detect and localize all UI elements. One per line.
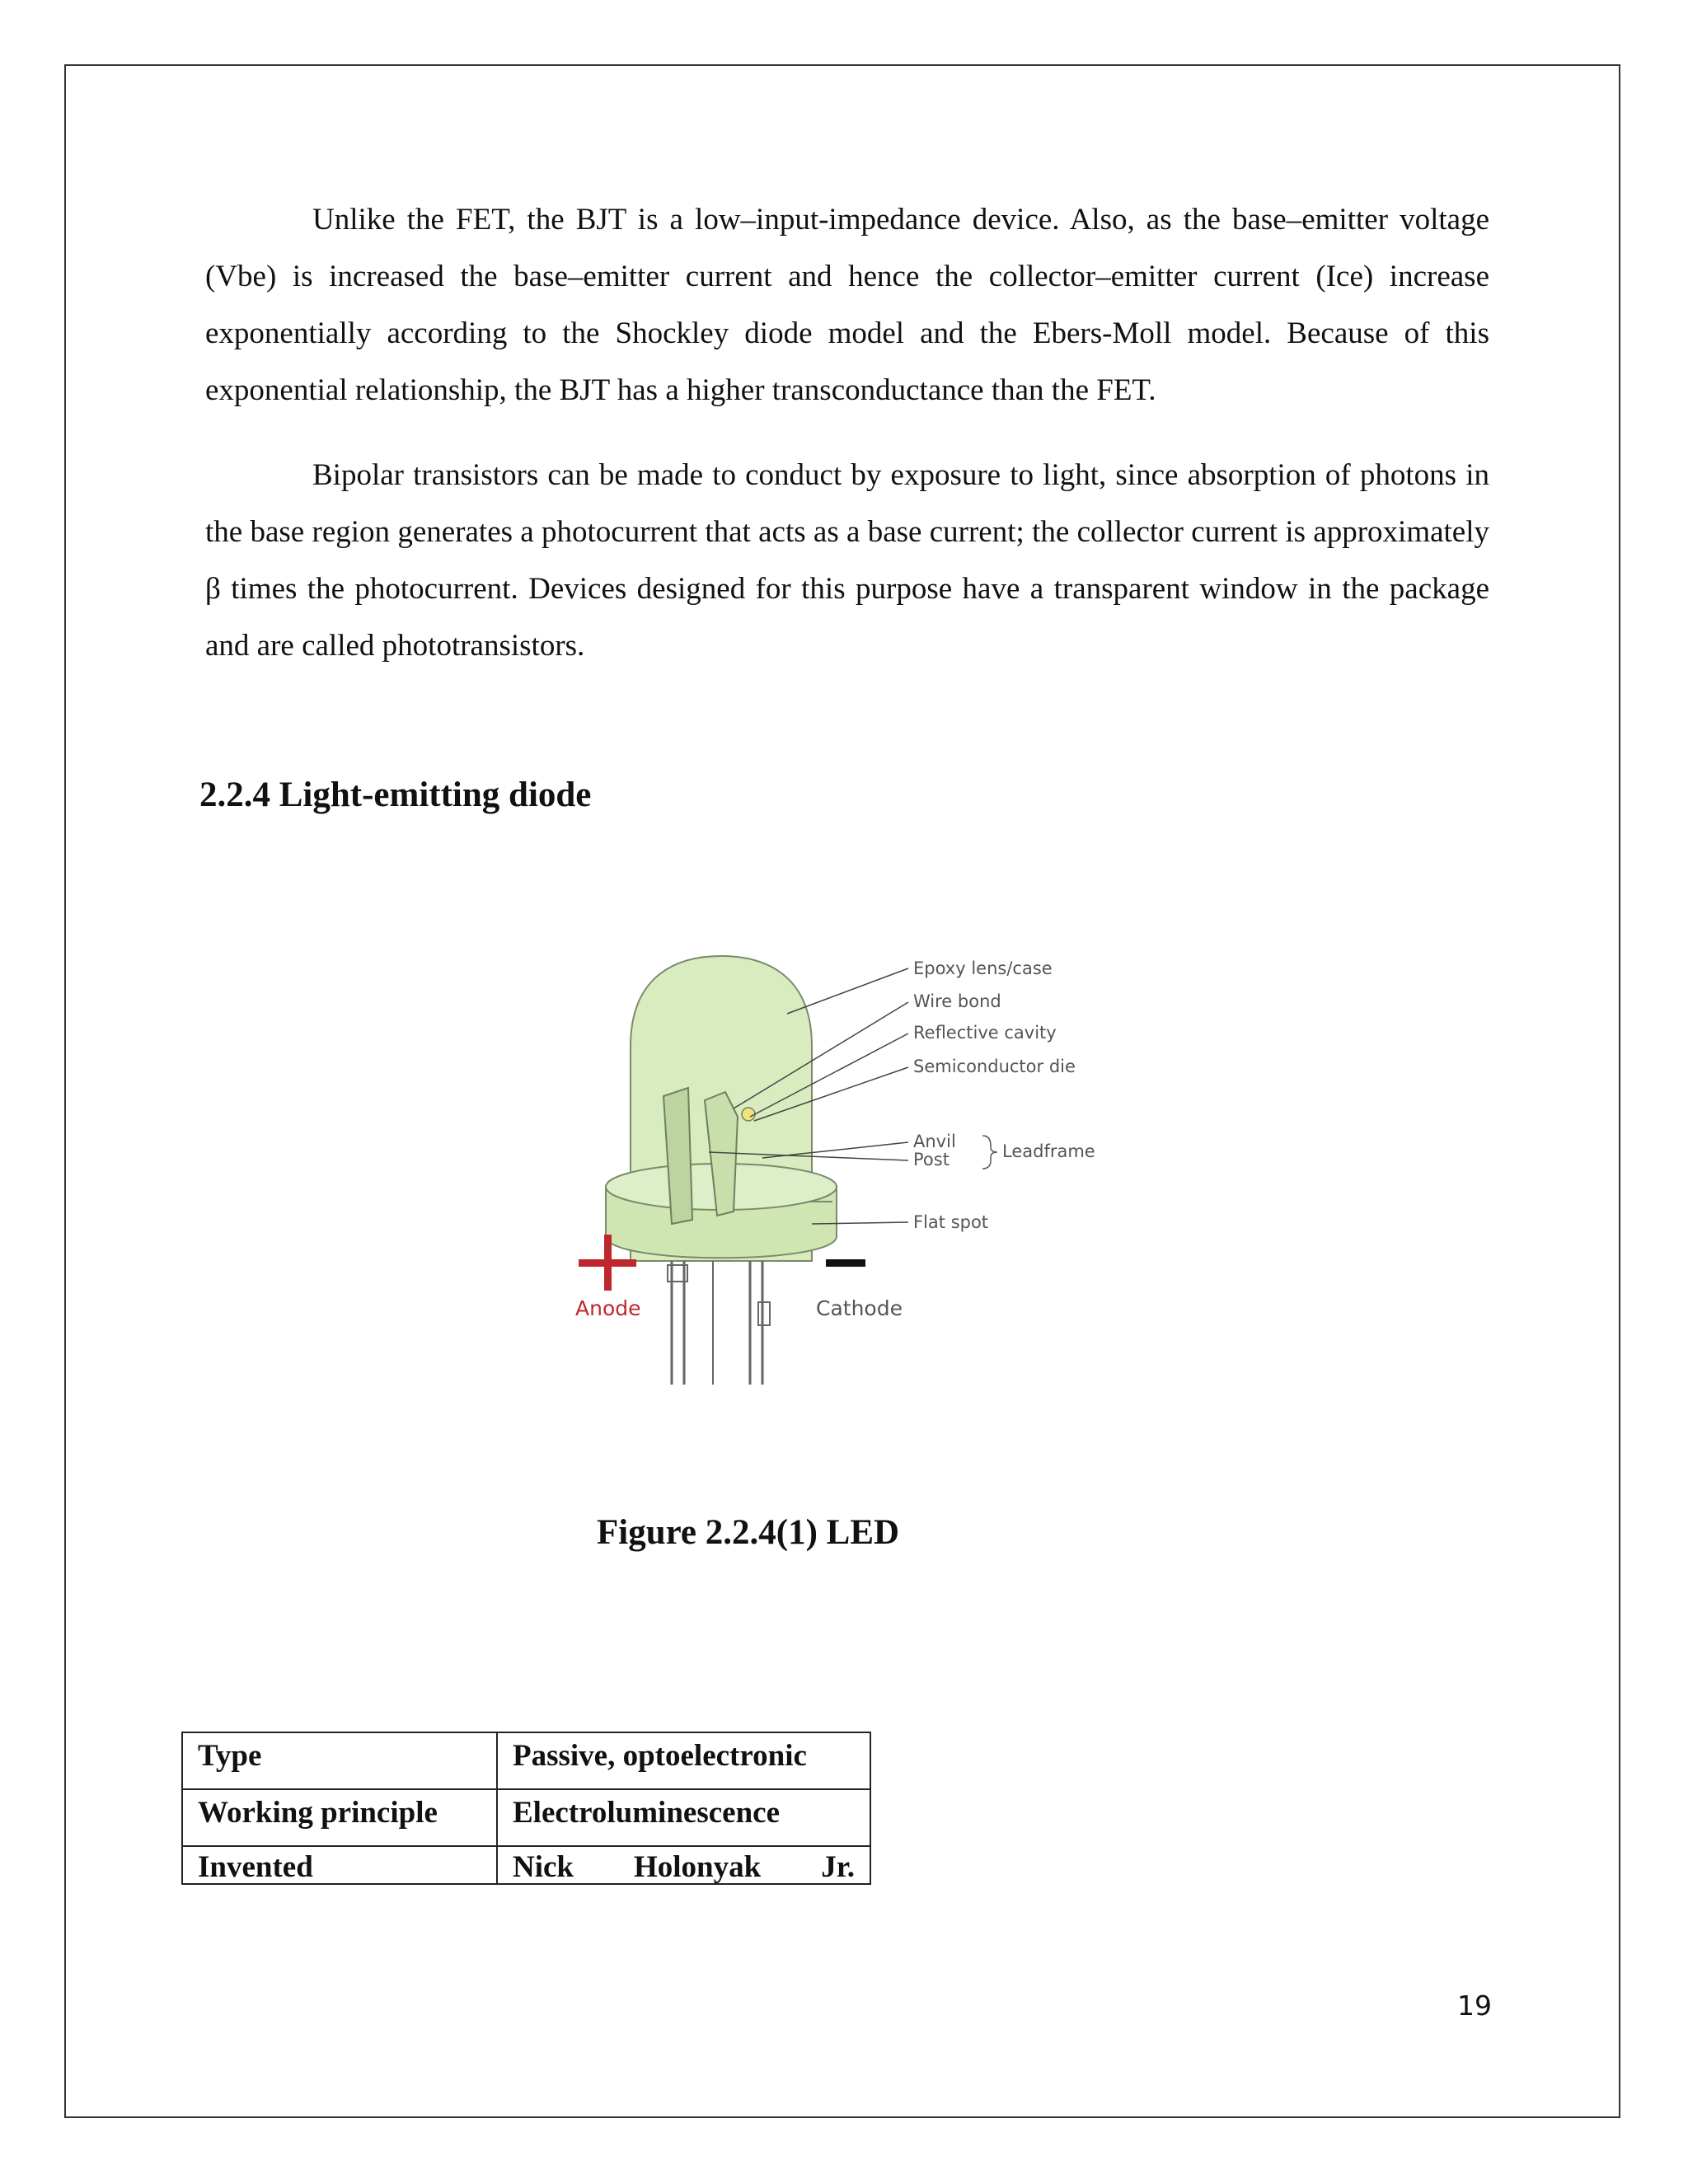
label-reflective-cavity: Reflective cavity <box>913 1023 1057 1043</box>
table-value: Passive, optoelectronic <box>497 1732 870 1789</box>
led-diagram <box>560 940 1154 1401</box>
table-value <box>497 1846 870 1884</box>
table-value: Electroluminescence <box>497 1789 870 1846</box>
table-row <box>182 1732 870 1789</box>
table-key: Type <box>182 1732 497 1789</box>
inventor-last-name: Holonyak <box>634 1850 762 1884</box>
label-semiconductor-die: Semiconductor die <box>913 1057 1076 1076</box>
label-anode: Anode <box>575 1296 641 1320</box>
label-epoxy-lens: Epoxy lens/case <box>913 958 1053 978</box>
page-number: 19 <box>1457 1990 1492 2022</box>
section-heading: 2.2.4 Light-emitting diode <box>199 776 592 814</box>
label-flat-spot: Flat spot <box>913 1212 989 1232</box>
led-figure <box>560 940 1154 1401</box>
body-paragraph: Bipolar transistors can be made to conduct by exposure to light, since absorption of photons in the base region generates a photocurrent that acts as a base current; the collector current is approximately β times the photocurrent. Devices designed for this purpose have a transparent window in the package and are called phototransistors. <box>205 458 1489 663</box>
inventor-suffix: Jr. <box>821 1850 855 1884</box>
label-leadframe: Leadframe <box>1002 1141 1095 1161</box>
table-row <box>182 1789 870 1846</box>
figure-caption: Figure 2.2.4(1) LED <box>597 1513 900 1552</box>
table-key: Working principle <box>182 1789 497 1846</box>
semiconductor-die <box>742 1108 755 1121</box>
label-cathode: Cathode <box>816 1296 903 1320</box>
label-wire-bond: Wire bond <box>913 991 1001 1011</box>
inventor-first-name: Nick <box>513 1850 574 1884</box>
led-info-table <box>181 1732 871 1885</box>
table-row <box>182 1846 870 1884</box>
label-anvil: Anvil <box>913 1132 956 1151</box>
body-paragraph: Unlike the FET, the BJT is a low–input-impedance device. Also, as the base–emitter voltage (Vbe) is increased the base–emitter current and hence the collector–emitter current (Ice) increase exponentially according to the Shockley diode model and the Ebers-Moll model. Because of this exponential relationship, the BJT has a higher transconductance than the FET. <box>205 203 1489 407</box>
table-key: Invented <box>182 1846 497 1884</box>
label-post: Post <box>913 1150 950 1169</box>
